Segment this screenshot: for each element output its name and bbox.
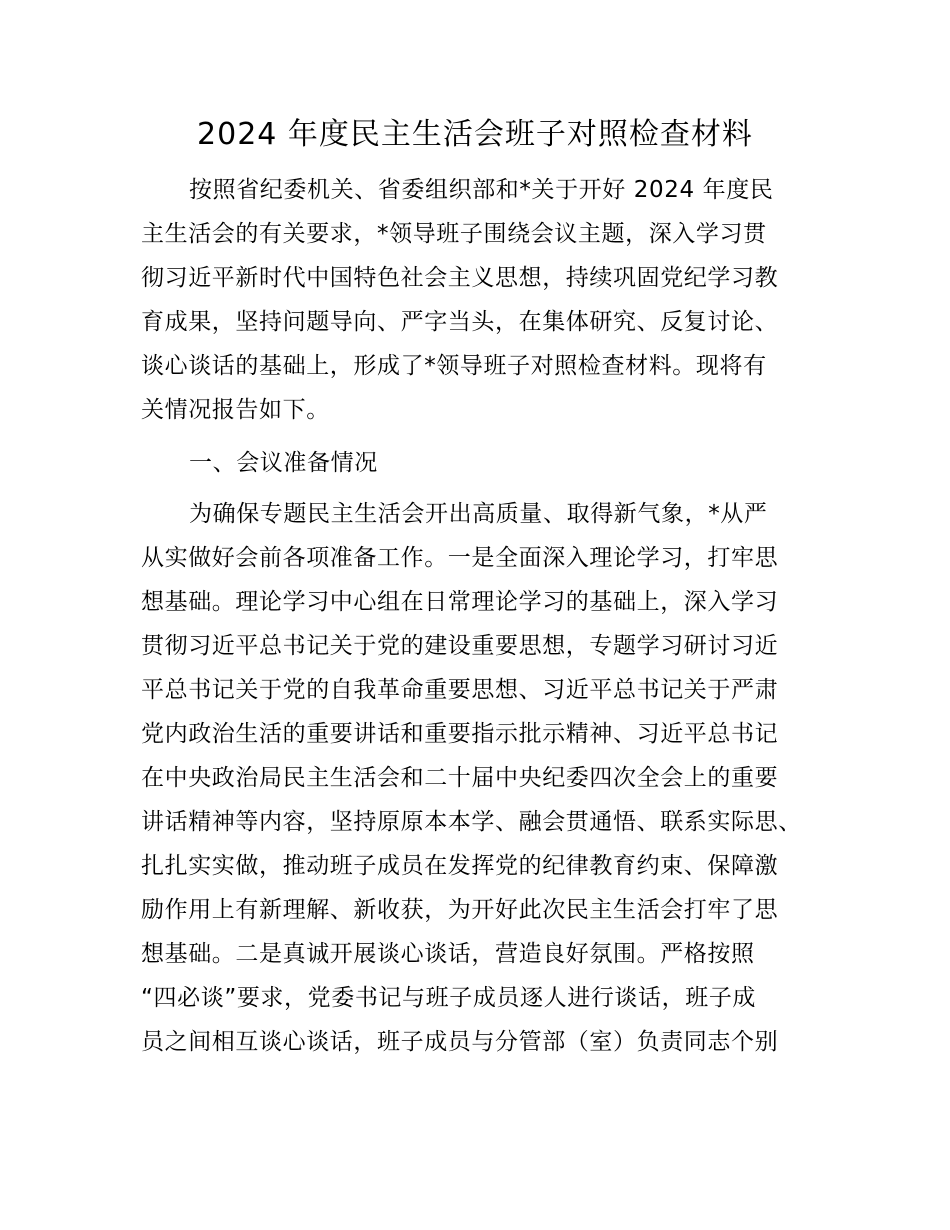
paragraph-line: 按照省纪委机关、省委组织部和*关于开好 2024 年度民 <box>189 177 774 203</box>
section-heading: 一、会议准备情况 <box>189 450 378 476</box>
paragraph-line: 想基础。二是真诚开展谈心谈话，营造良好氛围。严格按照 <box>141 941 755 967</box>
paragraph-line: 育成果，坚持问题导向、严字当头，在集体研究、反复讨论、 <box>141 309 779 335</box>
paragraph-line: 党内政治生活的重要讲话和重要指示批示精神、习近平总书记 <box>141 721 779 747</box>
paragraph-line: 关情况报告如下。 <box>141 397 330 423</box>
paragraph-line: 贯彻习近平总书记关于党的建设重要思想，专题学习研讨习近 <box>141 633 779 659</box>
paragraph-line: 讲话精神等内容，坚持原原本本学、融会贯通悟、联系实际思、 <box>141 809 802 835</box>
paragraph-line: “四必谈”要求，党委书记与班子成员逐人进行谈话，班子成 <box>141 985 757 1011</box>
document-title: 2024 年度民主生活会班子对照检查材料 <box>197 117 753 152</box>
paragraph-line: 谈心谈话的基础上，形成了*领导班子对照检查材料。现将有 <box>141 353 767 379</box>
paragraph-line: 从实做好会前各项准备工作。一是全面深入理论学习，打牢思 <box>141 545 779 571</box>
paragraph-line: 彻习近平新时代中国特色社会主义思想，持续巩固党纪学习教 <box>141 265 779 291</box>
paragraph-line: 主生活会的有关要求，*领导班子围绕会议主题，深入学习贯 <box>141 221 767 247</box>
paragraph-line: 平总书记关于党的自我革命重要思想、习近平总书记关于严肃 <box>141 677 779 703</box>
paragraph-line: 员之间相互谈心谈话，班子成员与分管部（室）负责同志个别 <box>141 1029 779 1055</box>
paragraph-line: 在中央政治局民主生活会和二十届中央纪委四次全会上的重要 <box>141 765 779 791</box>
paragraph-line: 励作用上有新理解、新收获，为开好此次民主生活会打牢了思 <box>141 897 779 923</box>
paragraph-line: 想基础。理论学习中心组在日常理论学习的基础上，深入学习 <box>141 589 779 615</box>
paragraph-line: 扎扎实实做，推动班子成员在发挥党的纪律教育约束、保障激 <box>141 853 779 879</box>
paragraph-line: 为确保专题民主生活会开出高质量、取得新气象，*从严 <box>189 501 768 527</box>
